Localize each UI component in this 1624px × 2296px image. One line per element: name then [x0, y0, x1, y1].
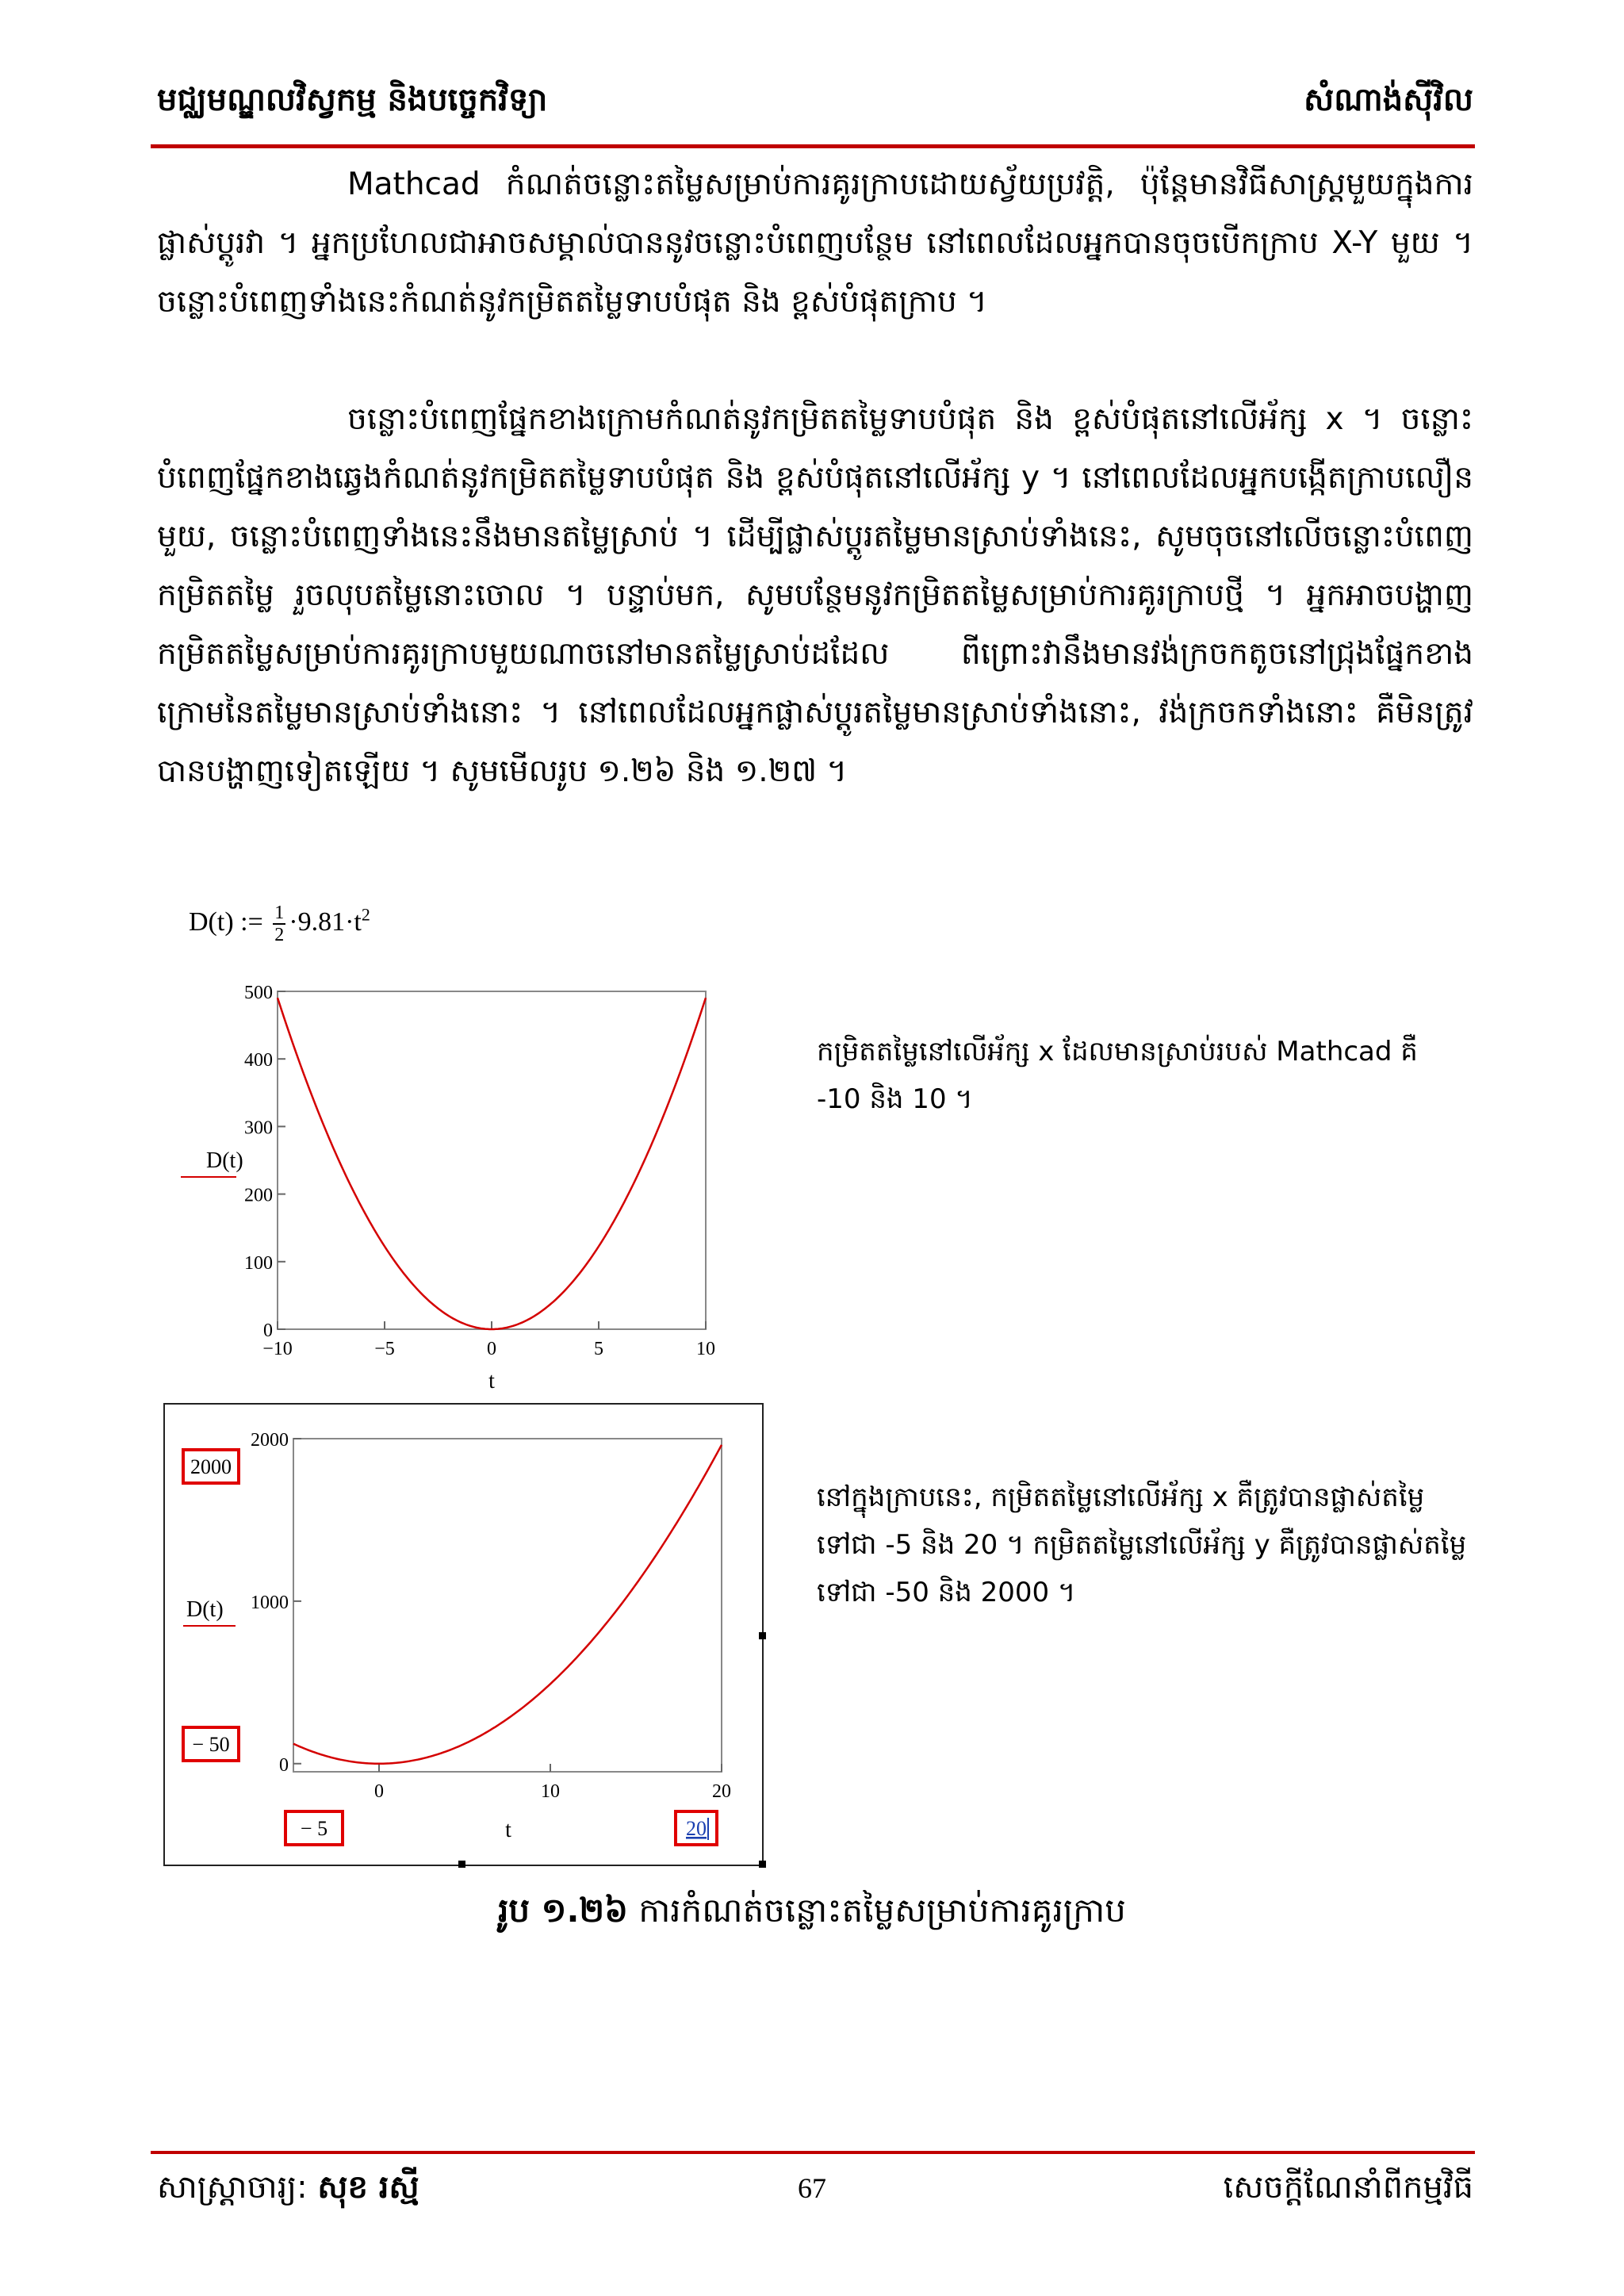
y-tick-label: 0	[263, 1320, 273, 1341]
series-line-d-t	[293, 1445, 722, 1764]
y-tick-label: 400	[244, 1050, 273, 1071]
formula-rhs: ·9.81·t	[289, 907, 362, 937]
resize-handle-right[interactable]	[759, 1632, 766, 1639]
formula-fraction	[273, 903, 285, 945]
y-axis-label: D(t)	[186, 1597, 224, 1622]
formula-exponent: 2	[361, 904, 370, 925]
footer-author-name: សុខ រស្មី	[317, 2169, 419, 2206]
x-axis-label: t	[505, 1818, 511, 1842]
y-tick-label: 300	[244, 1117, 273, 1139]
x-tick-label: −5	[374, 1339, 395, 1359]
x-axis-label: t	[488, 1369, 495, 1393]
series-line-d-t	[278, 998, 706, 1329]
x-min-limit-value: − 5	[300, 1817, 328, 1840]
note-default-range: កម្រិតតម្លៃនៅលើអ័ក្ស x ដែលមានស្រាប់របស់ Mathcad គឺ -10 និង 10 ។	[817, 1036, 1418, 1115]
footer-rule	[151, 2151, 1475, 2154]
header-rule	[151, 144, 1475, 148]
resize-handle-corner[interactable]	[759, 1861, 766, 1868]
paragraph-2: ចន្លោះបំពេញផ្នែកខាងក្រោមកំណត់នូវកម្រិតតម្លៃទាបបំផុត និង ខ្ពស់បំផុតនៅលើអ័ក្ស x ។ ចន្លោះបំពេញផ្នែកខាងឆ្វេងកំណត់នូវកម្រិតតម្លៃទាបបំផុត និង ខ្ពស់បំផុតនៅលើអ័ក្ស y ។ នៅពេលដែលអ្នកបង្កើតក្រាបលឿនមួយ, ចន្លោះបំពេញទាំងនេះនឹងមានតម្លៃស្រាប់ ។ ដើម្បីផ្លាស់ប្តូរតម្លៃមានស្រាប់ទាំងនេះ, សូមចុចនៅលើចន្លោះបំពេញកម្រិតតម្លៃ រួចលុបតម្លៃនោះចោល ។ បន្ទាប់មក, សូមបន្ថែមនូវកម្រិតតម្លៃសម្រាប់ការគូរក្រាបថ្មី ។ អ្នកអាចបង្ហាញកម្រិតតម្លៃសម្រាប់ការគូរក្រាបមួយណាចនៅមានតម្លៃស្រាប់ដដែល ពីព្រោះវានឹងមានវង់ក្រចកតូចនៅជ្រុងផ្នែកខាងក្រោមនៃតម្លៃមានស្រាប់ទាំងនោះ ។ នៅពេលដែលអ្នកផ្លាស់ប្តូរតម្លៃមានស្រាប់ទាំងនោះ, វង់ក្រចកទាំងនោះ គឺមិនត្រូវបានបង្ហាញទៀតឡើយ ។ សូមមើលរូប ១.២៦ និង ១.២៧ ។	[157, 401, 1473, 789]
x-tick-label: 20	[712, 1781, 731, 1802]
x-tick-label: −10	[262, 1339, 293, 1359]
footer-author-label: សាស្ត្រាចារ្យ:	[157, 2169, 308, 2206]
y-tick-label: 1000	[251, 1592, 289, 1613]
footer-document-title: សេចក្តីណែនាំពីកម្មវិធី	[1223, 2169, 1473, 2206]
y-tick-label: 500	[244, 983, 273, 1003]
paragraph-1: Mathcad កំណត់ចន្លោះតម្លៃសម្រាប់ការគូរក្រាបដោយស្វ័យប្រវត្តិ, ប៉ុន្តែមានវិធីសាស្ត្រមួយក្នុងការផ្លាស់ប្តូរវា ។ អ្នកប្រហែលជាអាចសម្គាល់បាននូវចន្លោះបំពេញបន្ថែម នៅពេលដែលអ្នកបានចុចបើកក្រាប X-Y មួយ ។ ចន្លោះបំពេញទាំងនេះកំណត់នូវកម្រិតតម្លៃទាបបំផុត និង ខ្ពស់បំផុតក្រាប ។	[157, 167, 1473, 320]
x-tick-label: 0	[487, 1339, 496, 1359]
y-max-limit-value: 2000	[190, 1455, 232, 1478]
y-tick-label: 0	[279, 1754, 289, 1776]
y-tick-label: 2000	[251, 1430, 289, 1451]
resize-handle-bottom[interactable]	[458, 1861, 465, 1868]
y-tick-label: 200	[244, 1185, 273, 1206]
x-tick-label: 0	[374, 1781, 384, 1802]
figure-caption-label: រូប ១.២៦	[498, 1891, 628, 1930]
y-tick-label: 100	[244, 1252, 273, 1274]
x-tick-label: 10	[696, 1339, 715, 1359]
plot-frame	[293, 1439, 722, 1772]
chart-default-range	[167, 968, 737, 1396]
y-min-limit-value: − 50	[192, 1733, 230, 1756]
figure-caption-text: ការកំណត់ចន្លោះតម្លៃសម្រាប់ការគូរក្រាប	[638, 1891, 1126, 1930]
x-max-limit-value: 20	[686, 1817, 707, 1840]
plot-region-border	[164, 1404, 763, 1865]
figure-caption	[0, 1889, 1624, 1938]
plot-frame	[278, 991, 706, 1329]
x-tick-label: 10	[541, 1781, 560, 1802]
formula-denominator: 2	[274, 925, 285, 945]
x-tick-label: 5	[594, 1339, 603, 1359]
formula-numerator: 1	[274, 903, 285, 923]
y-axis-label: D(t)	[206, 1148, 243, 1173]
header-left-title: មជ្ឈមណ្ឌលវិស្វកម្ម និងបច្ចេកវិទ្យា	[157, 82, 548, 118]
formula-definition	[189, 903, 370, 945]
header-right-title: សំណាង់ស៊ីវិល	[1304, 82, 1473, 118]
page-number: 67	[798, 2172, 826, 2204]
note-custom-range: នៅក្នុងក្រាបនេះ, កម្រិតតម្លៃនៅលើអ័ក្ស x គឺត្រូវបានផ្លាស់តម្លៃទៅជា -5 និង 20 ។ កម្រិតតម្លៃនៅលើអ័ក្ស y គឺត្រូវបានផ្លាស់តម្លៃទៅជា -50 និង 2000 ។	[817, 1481, 1467, 1608]
chart-custom-range	[163, 1402, 769, 1870]
formula-lhs: D(t) :=	[189, 907, 263, 937]
